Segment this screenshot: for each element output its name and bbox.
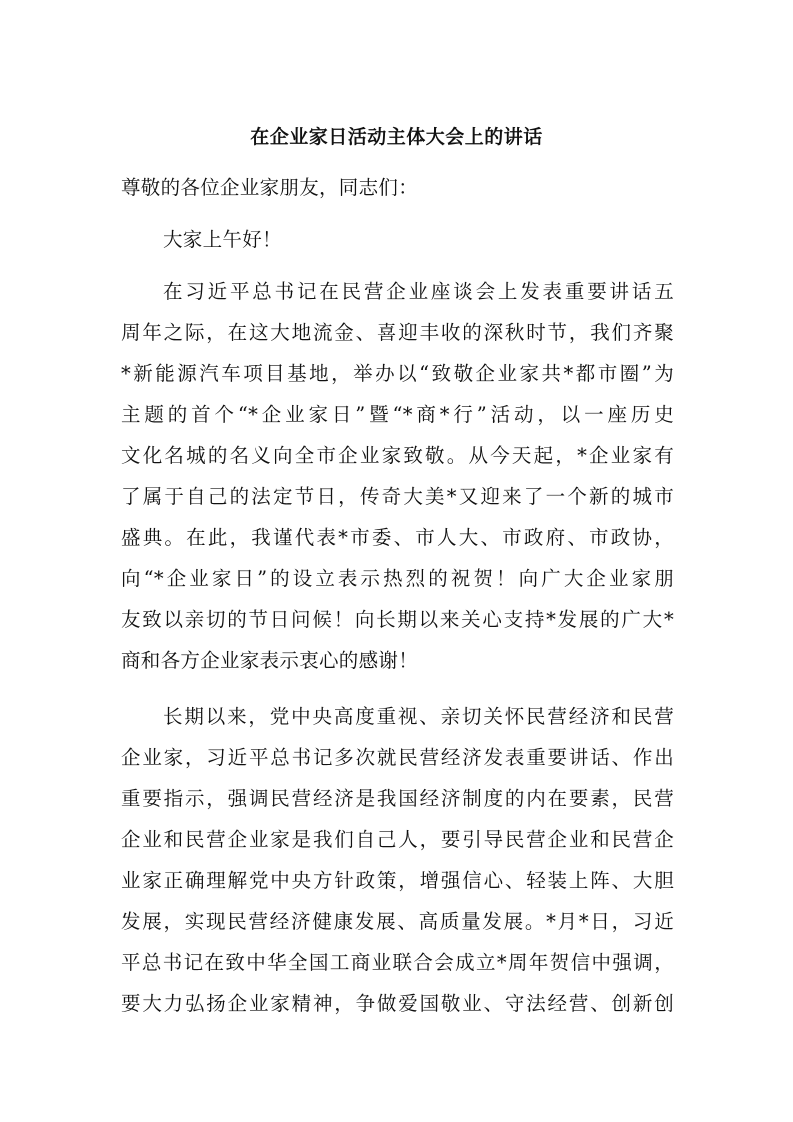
text-line: 企业家，习近平总书记多次就民营经济发表重要讲话、作出 (121, 746, 674, 769)
text-line: 长期以来，党中央高度重视、亲切关怀民营经济和民营 (163, 705, 674, 728)
text-line: 盛典。在此，我谨代表*市委、市人大、市政府、市政协， (121, 526, 674, 549)
text-line: 了属于自己的法定节日，传奇大美*又迎来了一个新的城市 (121, 485, 674, 508)
text-line: 商和各方企业家表示衷心的感谢！ (121, 649, 419, 672)
salutation-line: 尊敬的各位企业家朋友，同志们： (121, 176, 419, 199)
text-line: 要大力弘扬企业家精神，争做爱国敬业、守法经营、创新创 (121, 992, 674, 1015)
text-line: 在习近平总书记在民营企业座谈会上发表重要讲话五 (163, 280, 674, 303)
text-line: 重要指示，强调民营经济是我国经济制度的内在要素，民营 (121, 787, 674, 810)
text-line: 企业和民营企业家是我们自己人，要引导民营企业和民营企 (121, 828, 674, 851)
text-line: 文化名城的名义向全市企业家致敬。从今天起，*企业家有 (121, 444, 674, 467)
text-line: 发展，实现民营经济健康发展、高质量发展。*月*日，习近 (121, 910, 674, 933)
text-line: *新能源汽车项目基地，举办以“致敬企业家共*都市圈”为 (121, 362, 674, 385)
text-line: 周年之际，在这大地流金、喜迎丰收的深秋时节，我们齐聚 (121, 321, 674, 344)
document-title: 在企业家日活动主体大会上的讲话 (250, 126, 543, 148)
text-line: 向“*企业家日”的设立表示热烈的祝贺！向广大企业家朋 (121, 567, 674, 590)
text-line: 友致以亲切的节日问候！向长期以来关心支持*发展的广大* (121, 608, 674, 631)
text-line: 业家正确理解党中央方针政策，增强信心、轻装上阵、大胆 (121, 869, 674, 892)
text-line: 主题的首个“*企业家日”暨“*商*行”活动，以一座历史 (121, 403, 674, 426)
greeting-line: 大家上午好！ (163, 228, 282, 251)
text-line: 平总书记在致中华全国工商业联合会成立*周年贺信中强调， (121, 951, 674, 974)
